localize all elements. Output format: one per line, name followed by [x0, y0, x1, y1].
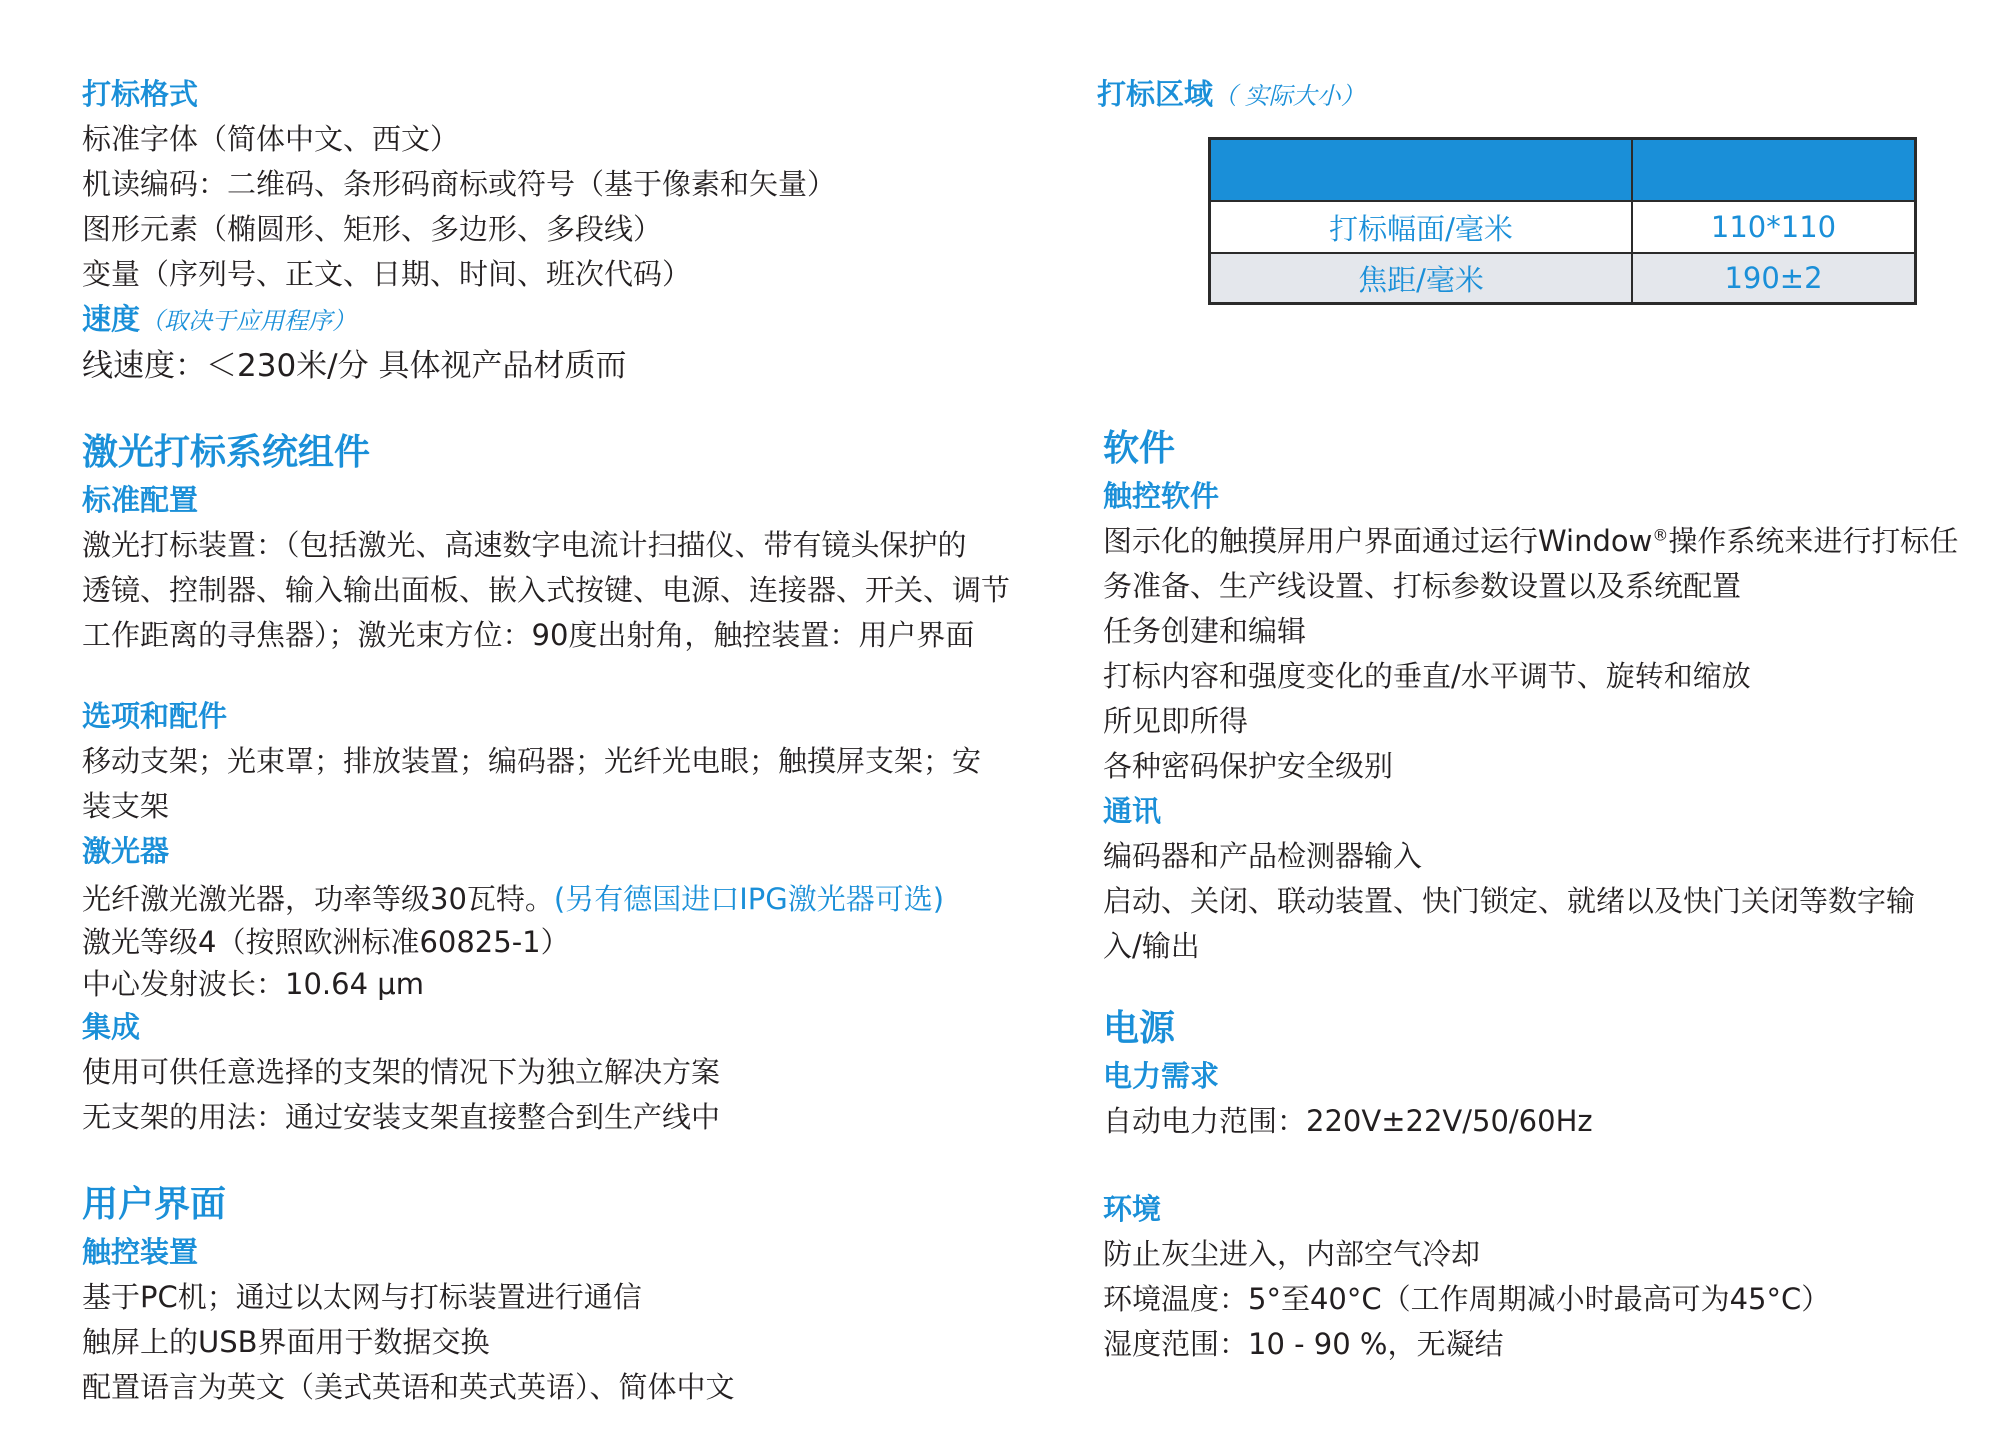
text-line: 任务创建和编辑: [1103, 614, 1307, 648]
text-line: 透镜、控制器、输入输出面板、嵌入式按键、电源、连接器、开关、调节: [82, 573, 1011, 607]
laser-line-1: [82, 877, 981, 922]
text-line: 编码器和产品检测器输入: [1103, 839, 1423, 873]
field-size-value: 110*110: [1632, 201, 1916, 253]
text-line: 机读编码：二维码、条形码商标或符号（基于像素和矢量）: [82, 167, 837, 201]
text-line: 无支架的用法：通过安装支架直接整合到生产线中: [82, 1100, 721, 1134]
speed-line: 线速度：＜230米/分 具体视产品材质而: [82, 348, 627, 384]
laser-line-1-main: 光纤激光激光器，功率等级30瓦特。: [82, 882, 554, 916]
touch-software-line-1: [1103, 519, 1958, 564]
standard-config-heading: 标准配置: [82, 483, 199, 517]
software-block: [1103, 424, 1958, 969]
laser-line-1-optional: (另有德国进口IPG激光器可选): [553, 882, 945, 916]
text-line: 防止灰尘进入，内部空气冷却: [1103, 1237, 1481, 1271]
text-line: 务准备、生产线设置、打标参数设置以及系统配置: [1103, 569, 1742, 603]
options-block: [82, 694, 981, 1007]
components-block: [82, 428, 1010, 658]
software-title: 软件: [1103, 428, 1176, 469]
text-line: 标准字体（简体中文、西文）: [82, 122, 460, 156]
wavelength-line: 中心发射波长：10.64 μm: [82, 967, 424, 1001]
table-row: [1210, 201, 1916, 253]
touch-device-heading: 触控装置: [82, 1235, 199, 1269]
integration-block: [82, 1005, 720, 1140]
power-title: 电源: [1103, 1008, 1176, 1049]
marking-area-heading: [1097, 72, 1365, 119]
text-line: 触屏上的USB界面用于数据交换: [82, 1325, 490, 1359]
text-line: 所见即所得: [1103, 704, 1249, 738]
speed-heading: [82, 297, 626, 344]
text-line: 使用可供任意选择的支架的情况下为独立解决方案: [82, 1055, 721, 1089]
text-line: 工作距离的寻焦器）；激光束方位：90度出射角，触控装置：用户界面: [82, 618, 975, 652]
focal-length-label: 焦距/毫米: [1210, 253, 1633, 304]
text-line: 移动支架；光束罩；排放装置；编码器；光纤光电眼；触摸屏支架；安: [82, 744, 982, 778]
laser-heading: 激光器: [82, 834, 170, 868]
power-range-line: 自动电力范围：220V±22V/50/60Hz: [1103, 1104, 1593, 1138]
environment-heading: 环境: [1103, 1192, 1162, 1226]
ui-block: [82, 1180, 735, 1410]
marking-format-block: [82, 72, 836, 297]
registered-mark: ®: [1652, 525, 1669, 545]
text-line: 激光打标装置：（包括激光、高速数字电流计扫描仪、带有镜头保护的: [82, 528, 967, 562]
touch-software-line-1-pre: 图示化的触摸屏用户界面通过运行Window: [1103, 524, 1653, 558]
focal-length-value: 190±2: [1632, 253, 1916, 304]
text-line: 启动、关闭、联动装置、快门锁定、就绪以及快门关闭等数字输: [1103, 884, 1916, 918]
speed-block: [82, 297, 626, 389]
ui-title: 用户界面: [82, 1184, 227, 1225]
touch-software-line-1-post: 操作系统来进行打标任: [1668, 524, 1959, 558]
text-line: 打标内容和强度变化的垂直/水平调节、旋转和缩放: [1103, 659, 1751, 693]
environment-block: [1103, 1187, 1830, 1367]
options-heading: 选项和配件: [82, 699, 228, 733]
table-header-cell: [1210, 139, 1633, 202]
marking-area-heading-text: 打标区域: [1097, 77, 1214, 111]
text-line: 基于PC机；通过以太网与打标装置进行通信: [82, 1280, 642, 1314]
text-line: 入/输出: [1103, 929, 1200, 963]
text-line: 配置语言为英文（美式英语和英式英语）、简体中文: [82, 1370, 735, 1404]
text-line: 图形元素（椭圆形、矩形、多边形、多段线）: [82, 212, 663, 246]
text-line: 各种密码保护安全级别: [1103, 749, 1394, 783]
components-title: 激光打标系统组件: [82, 432, 371, 473]
table-header-cell: [1632, 139, 1916, 202]
field-size-label: 打标幅面/毫米: [1210, 201, 1633, 253]
speed-heading-text: 速度: [82, 302, 141, 336]
marking-area-table: [1208, 137, 1917, 305]
text-line: 变量（序列号、正文、日期、时间、班次代码）: [82, 257, 692, 291]
comms-heading: 通讯: [1103, 794, 1162, 828]
power-requirement-heading: 电力需求: [1103, 1059, 1220, 1093]
table-header-row: [1210, 139, 1916, 202]
marking-area-note: （ 实际大小）: [1213, 82, 1365, 110]
marking-area-heading-block: [1097, 72, 1365, 119]
speed-note: （取决于应用程序）: [140, 307, 357, 335]
text-line: 环境温度：5°至40°C（工作周期减小时最高可为45°C）: [1103, 1282, 1831, 1316]
laser-class-line: 激光等级4（按照欧洲标准60825-1）: [82, 925, 570, 959]
marking-format-heading: 打标格式: [82, 77, 199, 111]
text-line: 装支架: [82, 789, 170, 823]
power-block: [1103, 1004, 1593, 1144]
text-line: 湿度范围：10 - 90 %，无凝结: [1103, 1327, 1504, 1361]
table-row: [1210, 253, 1916, 304]
integration-heading: 集成: [82, 1010, 141, 1044]
touch-software-heading: 触控软件: [1103, 479, 1220, 513]
